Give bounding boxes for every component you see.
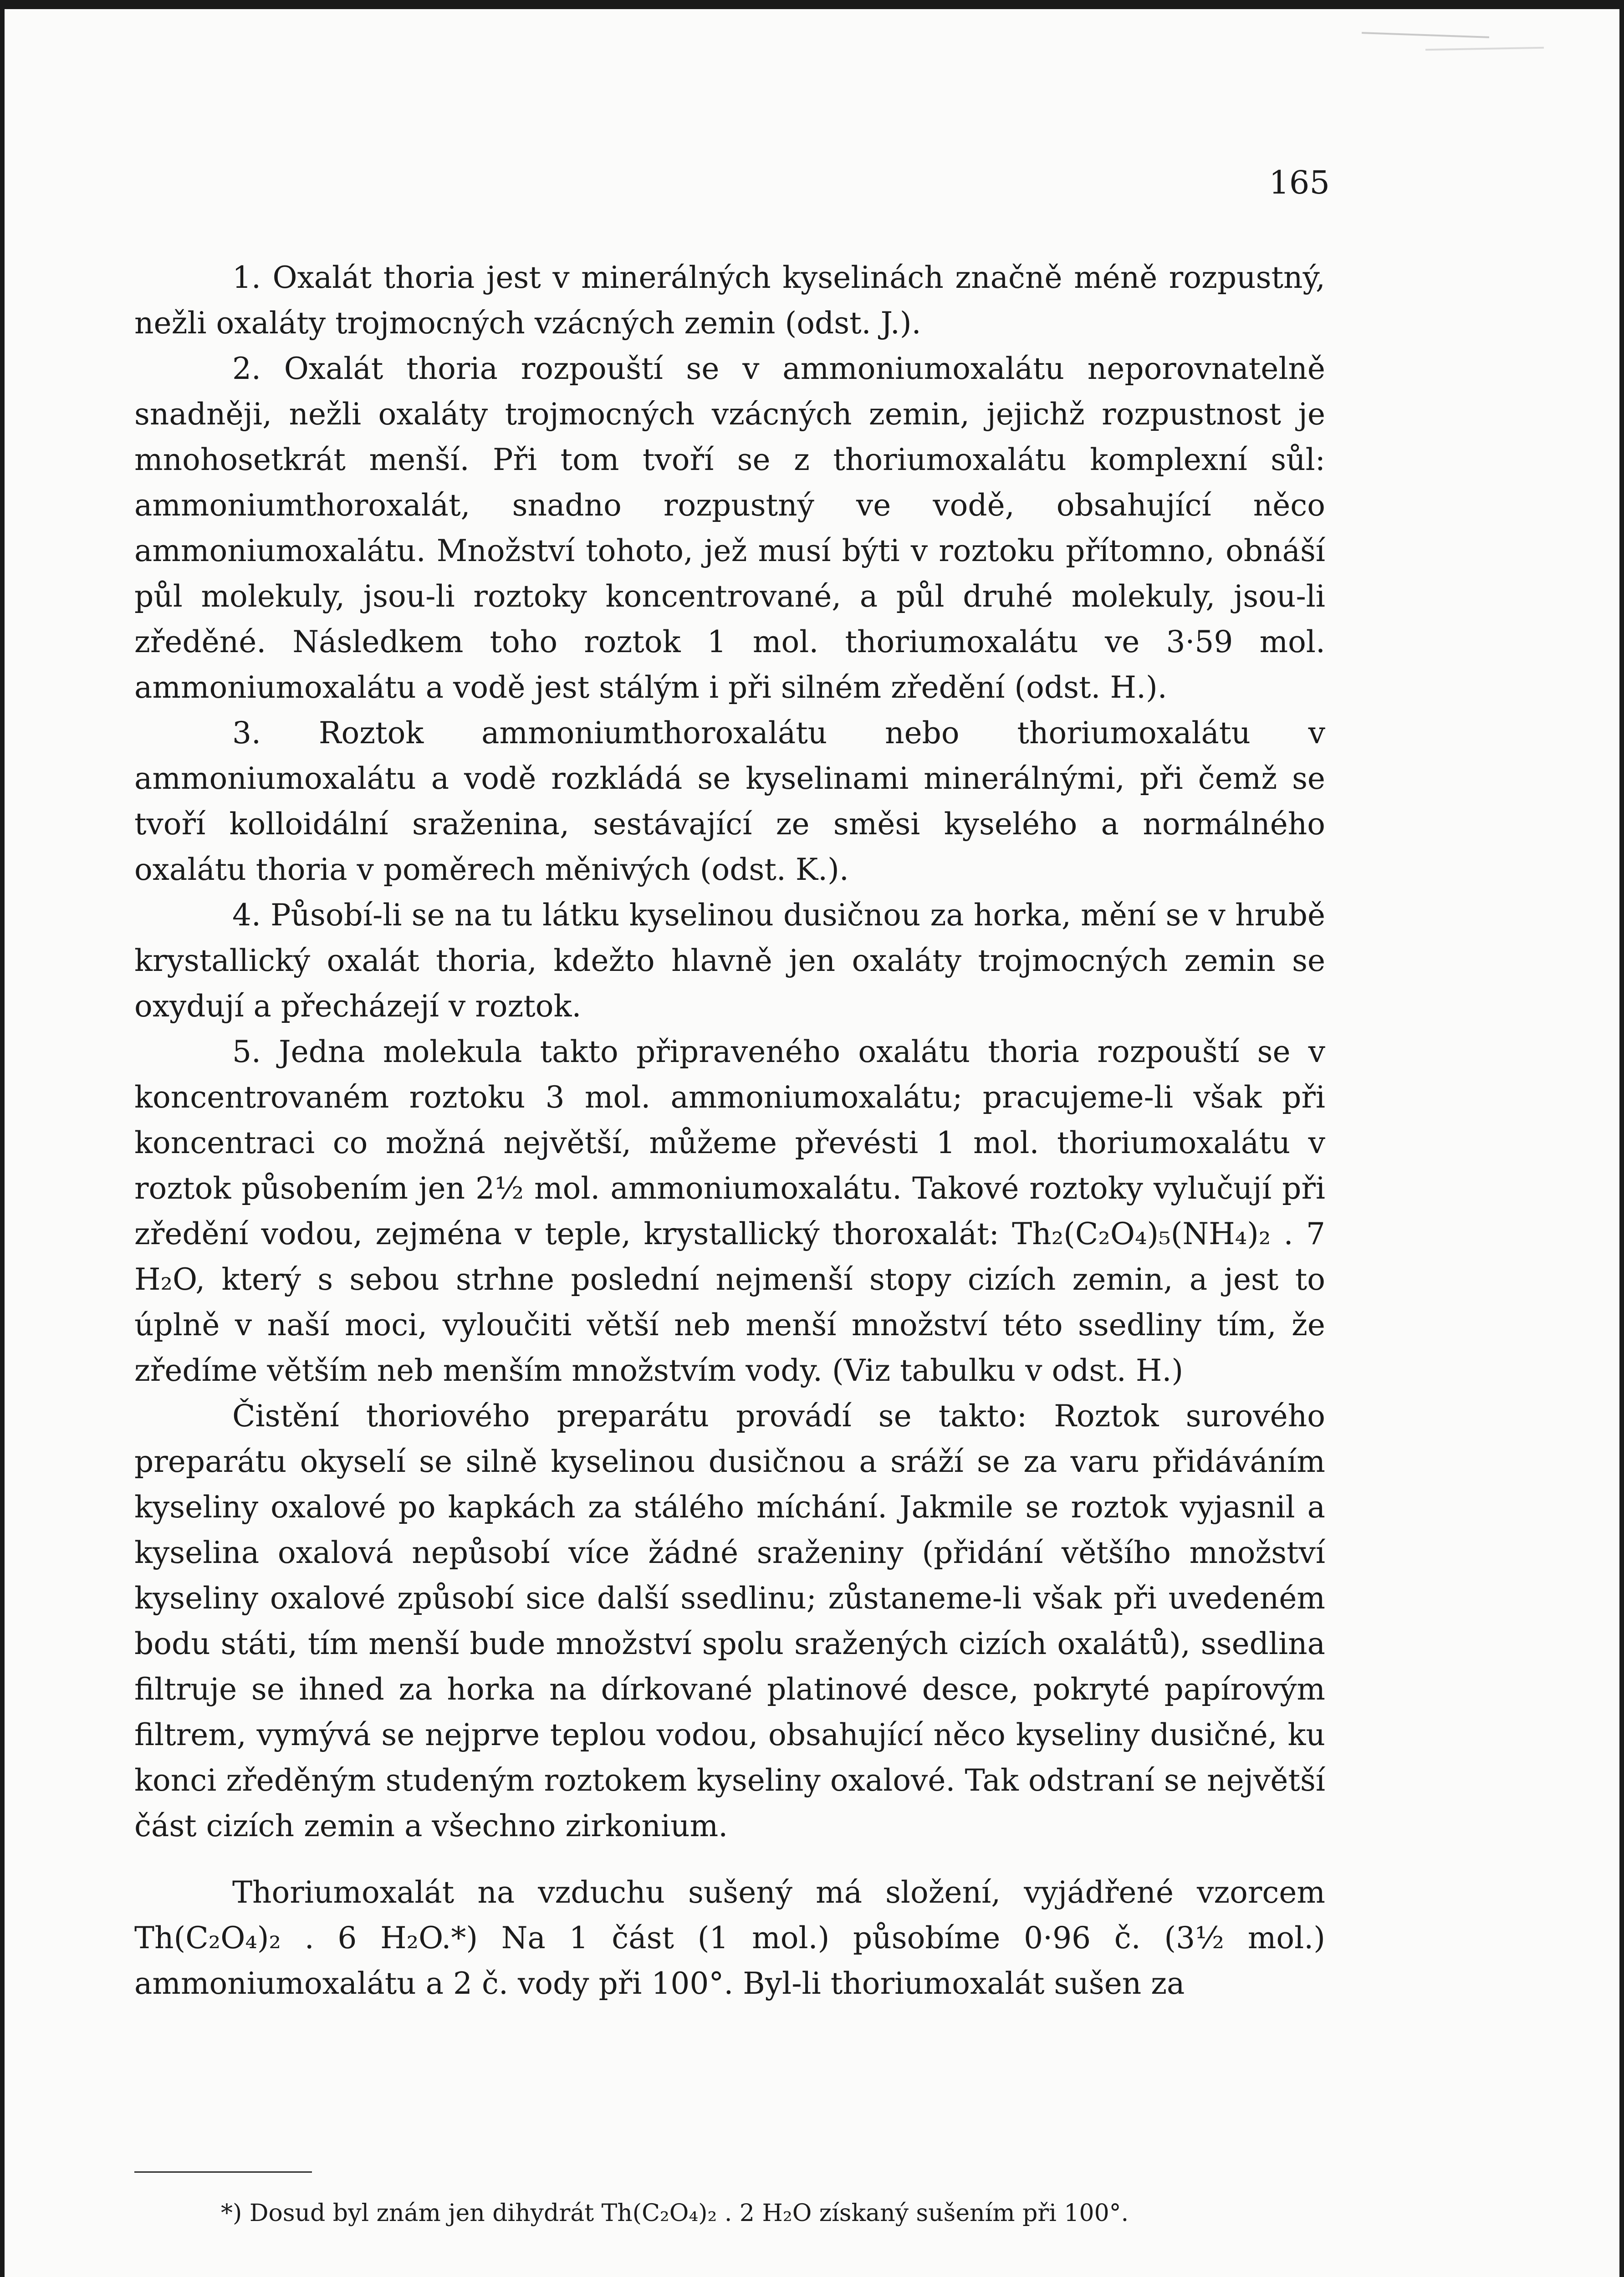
paragraph-2: 2. Oxalát thoria rozpouští se v ammoniumoxalátu neporovnatelně snadněji, nežli oxaláty trojmocných vzácných zemin, jejichž rozpustnost je mnohosetkrát menší. Při tom tvoří se z thoriumoxalátu komplexní sůl: ammoniumthoroxalát, snadno rozpustný ve vodě, obsahující něco ammoniumoxalátu. Množství tohoto, jež musí býti v roztoku přítomno, obnáší půl molekuly, jsou-li roztoky koncentrované, a půl druhé molekuly, jsou-li zředěné. Následkem toho roztok 1 mol. thoriumoxalátu ve 3·59 mol. ammoniumoxalátu a vodě jest stálým i při silném zředění (odst. H.).	[134, 351, 1325, 705]
paragraph-5: 5. Jedna molekula takto připraveného oxalátu thoria rozpouští se v koncentrovaném roztoku 3 mol. ammoniumoxalátu; pracujeme-li však při koncentraci co možná největší, můžeme převésti 1 mol. thoriumoxalátu v roztok působením jen 2½ mol. ammoniumoxalátu. Takové roztoky vylučují při zředění vodou, zejména v teple, krystallický thoroxalát: Th₂(C₂O₄)₅(NH₄)₂ . 7 H₂O, který s sebou strhne poslední nejmenší stopy cizích zemin, a jest to úplně v naší moci, vyloučiti větší neb menší množství této ssedliny tím, že zředíme větším neb menším množstvím vody. (Viz tabulku v odst. H.)	[134, 1034, 1325, 1388]
paragraph-thoriumoxalat: Thoriumoxalát na vzduchu sušený má složení, vyjádřené vzorcem Th(C₂O₄)₂ . 6 H₂O.*) Na 1 část (1 mol.) působíme 0·96 č. (3½ mol.) ammoniumoxalátu a 2 č. vody při 100°. Byl-li thoriumoxalát sušen za	[134, 1875, 1325, 2001]
body-text	[134, 255, 1325, 2006]
paragraph-cisteni: Čistění thoriového preparátu provádí se takto: Roztok surového preparátu okyselí se silně kyselinou dusičnou a sráží se za varu přidáváním kyseliny oxalové po kapkách za stálého míchání. Jakmile se roztok vyjasnil a kyselina oxalová nepůsobí více žádné sraženiny (přidání většího množství kyseliny oxalové způsobí sice další ssedlinu; zůstaneme-li však při uvedeném bodu státi, tím menší bude množství spolu sražených cizích oxalátů), ssedlina filtruje se ihned za horka na dírkované platinové desce, pokryté papírovým filtrem, vymývá se nejprve teplou vodou, obsahující něco kyseliny dusičné, ku konci zředěným studeným roztokem kyseliny oxalové. Tak odstraní se největší část cizích zemin a všechno zirkonium.	[134, 1399, 1325, 1843]
scan-mark	[1425, 47, 1544, 51]
footnote: *) Dosud byl znám jen dihydrát Th(C₂O₄)₂ . 2 H₂O získaný sušením při 100°.	[221, 2200, 1129, 2227]
page-number: 165	[1269, 164, 1330, 201]
paragraph-1: 1. Oxalát thoria jest v minerálných kyselinách značně méně rozpustný, nežli oxaláty trojmocných vzácných zemin (odst. J.).	[134, 260, 1325, 341]
footnote-rule	[134, 2171, 312, 2173]
paragraph-3: 3. Roztok ammoniumthoroxalátu nebo thoriumoxalátu v ammoniumoxalátu a vodě rozkládá se kyselinami minerálnými, při čemž se tvoří kolloidální sraženina, sestávající ze směsi kyselého a normálného oxalátu thoria v poměrech měnivých (odst. K.).	[134, 715, 1325, 887]
paragraph-4: 4. Působí-li se na tu látku kyselinou dusičnou za horka, mění se v hrubě krystallický oxalát thoria, kdežto hlavně jen oxaláty trojmocných zemin se oxydují a přecházejí v roztok.	[134, 898, 1325, 1024]
book-page	[5, 9, 1619, 2277]
scan-mark	[1362, 32, 1489, 38]
